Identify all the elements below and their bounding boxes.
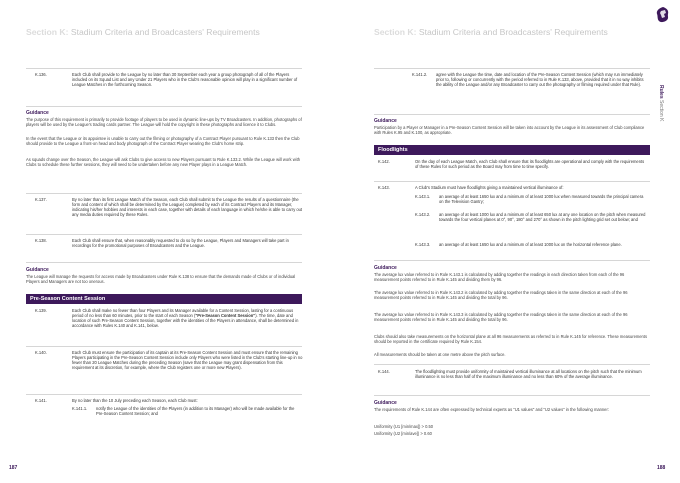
premier-league-lion-icon <box>656 7 670 23</box>
guidance-paragraph: The purpose of this requirement is primarily to provide footage of players to be used in dynamic line-ups by TV Broadcasters. In addition, photographs of players will be used by the League's trading cards partner. The League will hold the copyright in these photographs and licence it to Clubs. <box>26 117 302 128</box>
right-page-header <box>374 27 608 37</box>
rule-number: K.143. <box>378 185 390 190</box>
side-tab-rules: Rules <box>658 85 664 99</box>
divider <box>26 262 302 263</box>
rule-number: K.143.2. <box>415 212 431 217</box>
rule-text: On the day of each League Match, each Club shall ensure that its floodlights are operational and comply with the requirements of these Rules for such period as the Board may from time to time specify. <box>415 159 645 169</box>
rule-number: K.140. <box>35 350 47 355</box>
guidance-paragraph: The League will manage the requests for access made by Broadcasters under Rule K.138 to ensure that the demands made of Clubs or of individual Players and Managers are not too onerous. <box>26 274 296 285</box>
page-number: 187 <box>9 465 18 471</box>
page-number: 188 <box>657 465 666 471</box>
rule-text: Each Club shall provide to the League by no later than 30 September each year a group photograph of all of the Players included on its Squad List and any Under 21 Players who in the Club's reasonable opinion will play in a significant number of League Matches in the forthcoming Season. <box>72 72 298 87</box>
guidance-paragraph: The average lux value referred to in Rule K.143.3 is calculated by adding together the readings taken in the same direction at each of the 96 measurement points referred to in Rule K.145 and dividing the total by 96. <box>374 312 628 323</box>
guidance-heading: Guidance <box>26 110 49 116</box>
rule-k141-2 <box>412 72 648 102</box>
rule-text: agree with the League the time, date and location of the Pre-Season Content Session (which may run immediately prior to, following or concurrently with the period referred to in Rule K.133, above, provided that it in no way inhibits the ability of the League and/or any Broadcaster to carry out the photography or filming required under that Rule). <box>436 72 644 87</box>
rule-k141-1 <box>72 406 300 424</box>
rule-number: K.137. <box>35 197 47 202</box>
rule-text: Each Club must ensure the participation of its captain at its Pre-Season Content Session and must ensure that the remaining Players participating in the Pre-Season Content Session include only Players who were listed in the Club's starting line-up in no fewer than 20 League Matches during the preceding Season (save that the League may grant dispensation from this requirement at its discretion, for example, where the Club registers one or more new Players). <box>72 350 303 370</box>
rule-text: By no later than the 10 July preceding each Season, each Club must: <box>72 398 198 403</box>
header-title: Stadium Criteria and Broadcasters' Requirements <box>418 27 608 37</box>
rule-text: A Club's Stadium must have floodlights giving a maintained vertical illuminance of: <box>415 185 564 190</box>
rule-number: K.141.1. <box>72 406 88 411</box>
rule-k143-1 <box>415 194 648 206</box>
divider <box>26 68 302 69</box>
rule-number: K.138. <box>35 238 47 243</box>
divider <box>26 234 302 235</box>
right-page <box>340 0 680 483</box>
divider <box>374 114 650 115</box>
rule-text <box>72 308 303 328</box>
section-side-tab <box>658 85 664 125</box>
guidance-heading: Guidance <box>26 267 49 273</box>
guidance-paragraph: The requirements of Rule K.144 are often expressed by technical experts as "U1 values" and "U2 values" in the following manner: <box>374 407 609 412</box>
header-prefix: Section K: <box>26 27 69 37</box>
rule-text: an average of at least 1650 lux and a minimum of at least 1000 lux on the horizontal reference plane. <box>439 242 622 247</box>
rule-text: an average of at least 1650 lux and a minimum of at least 1000 lux when measured towards the principal camera on the Television Gantry; <box>439 194 644 204</box>
section-banner-floodlights: Floodlights <box>374 145 650 155</box>
rule-k144 <box>378 369 648 393</box>
rule-number: K.142. <box>378 159 390 164</box>
guidance-heading: Guidance <box>374 400 397 406</box>
divider <box>26 346 302 347</box>
rule-k143 <box>378 185 648 191</box>
divider <box>26 193 302 194</box>
header-prefix: Section K: <box>374 27 417 37</box>
guidance-paragraph: In the event that the League or its appointee is unable to carry out the filming or photography of a Contract Player pursuant to Rule K.133 then the Club should provide to the League a front-on head and body photograph of the Contract Player wearing the Club's home strip. <box>26 136 300 147</box>
guidance-heading: Guidance <box>374 118 397 124</box>
rule-k141 <box>35 398 303 404</box>
guidance-paragraph: All measurements should be taken at one metre above the pitch surface. <box>374 352 506 357</box>
rule-text: By no later than its first League Match of the Season, each Club shall submit to the League the results of a questionnaire (the form and content of which shall be determined by the League) completed by each of its Contract Players and its Manager, indicating his/her hobbies and interests in each case, together with details of each language in which he/she is able to carry out any media duties required by these Rules. <box>72 197 303 217</box>
rule-k142 <box>378 159 648 177</box>
divider <box>26 106 302 107</box>
rule-number: K.144. <box>378 369 390 374</box>
divider <box>374 260 650 261</box>
rule-text-part: ). The time, date and location of such Pre-Season Content Session, together with the identities of the Players in attendance, shall be determined in accordance with Rules K.140 and K.141, below. <box>72 313 299 328</box>
rule-text: notify the League of the identities of the Players (in addition to its Manager) who will be made available for the Pre-Season Content Session; and <box>96 406 295 416</box>
header-title: Stadium Criteria and Broadcasters' Requirements <box>70 27 260 37</box>
guidance-heading: Guidance <box>374 265 397 271</box>
rule-text: The floodlighting must provide uniformity of maintained vertical illuminance at all locations on the pitch such that the minimum illuminance is no less than half of the maximum illuminance and no less than 60% of the average illuminance. <box>415 369 642 379</box>
rule-k140 <box>35 350 303 392</box>
divider <box>26 394 302 395</box>
divider <box>374 395 650 396</box>
left-page-header <box>26 27 260 37</box>
uniformity-formula: Uniformity (U2 [min/ave]) > 0.60 <box>374 431 432 436</box>
rule-text: an average of at least 1000 lux and a minimum of at least 650 lux at any one location on the pitch when measured towards the four vertical planes at 0°, 90°, 180° and 270° as shown in the pitch lighting grid set out below; and <box>439 212 646 222</box>
rule-number: K.141.2. <box>412 72 428 77</box>
guidance-paragraph: The average lux value referred to in Rule K.143.1 is calculated by adding together the readings in each direction taken from each of the 96 measurement points referred to in Rule K.145 and dividing them by 96. <box>374 272 625 283</box>
section-banner-pre-season: Pre-Season Content Session <box>26 294 302 304</box>
side-tab-section: Section K <box>658 100 664 122</box>
defined-term: "Pre-Season Content Session" <box>195 313 256 318</box>
rule-k136 <box>35 72 303 104</box>
guidance-paragraph: Clubs should also take measurements on the horizontal plane at all 96 measurements as referred to in Rule K.145 for reference. These measurements should be reported in the certificate required by Rule K.154. <box>374 334 647 345</box>
rule-number: K.141. <box>35 398 47 403</box>
rule-k139 <box>35 308 303 346</box>
rule-number: K.143.1. <box>415 194 431 199</box>
rule-k143-2 <box>415 212 648 236</box>
guidance-paragraph: Participation by a Player or Manager in a Pre-Season Content Session will be taken into account by the League in its assessment of Club compliance with Rules K.95 and K.100, as appropriate. <box>374 125 645 136</box>
guidance-paragraph: The average lux value referred to in Rule K.143.2 is calculated by adding together the readings taken in the same direction at each of the 96 measurement points referred to in Rule K.145 and dividing the total by 96. <box>374 290 628 301</box>
divider <box>374 181 650 182</box>
divider <box>374 364 650 365</box>
rule-k143-3 <box>415 242 648 254</box>
rule-number: K.136. <box>35 72 47 77</box>
rule-number: K.143.3. <box>415 242 431 247</box>
rule-text: Each Club shall ensure that, when reasonably requested to do so by the League, Players and Managers will take part in recordings for the promotional purposes of Broadcasters and the League. <box>72 238 289 248</box>
rule-text-part: Each Club shall make no fewer than four Players and its Manager available for a Content Session, lasting for a continuous period of no less than 60 minutes, prior to the start of each Season ( <box>72 308 294 318</box>
rule-k138 <box>35 238 303 260</box>
rule-number: K.139. <box>35 308 47 313</box>
uniformity-formula: Uniformity (U1 [min/max]) > 0.50 <box>374 424 434 429</box>
divider <box>374 68 650 69</box>
rule-k137 <box>35 197 303 233</box>
guidance-paragraph: As squads change over the Season, the League will ask Clubs to give access to new Players pursuant to Rule K.133.2. While the League will work with Clubs to schedule these further sessions, they will need to be undertaken before any new Player plays in a League Match. <box>26 157 300 168</box>
